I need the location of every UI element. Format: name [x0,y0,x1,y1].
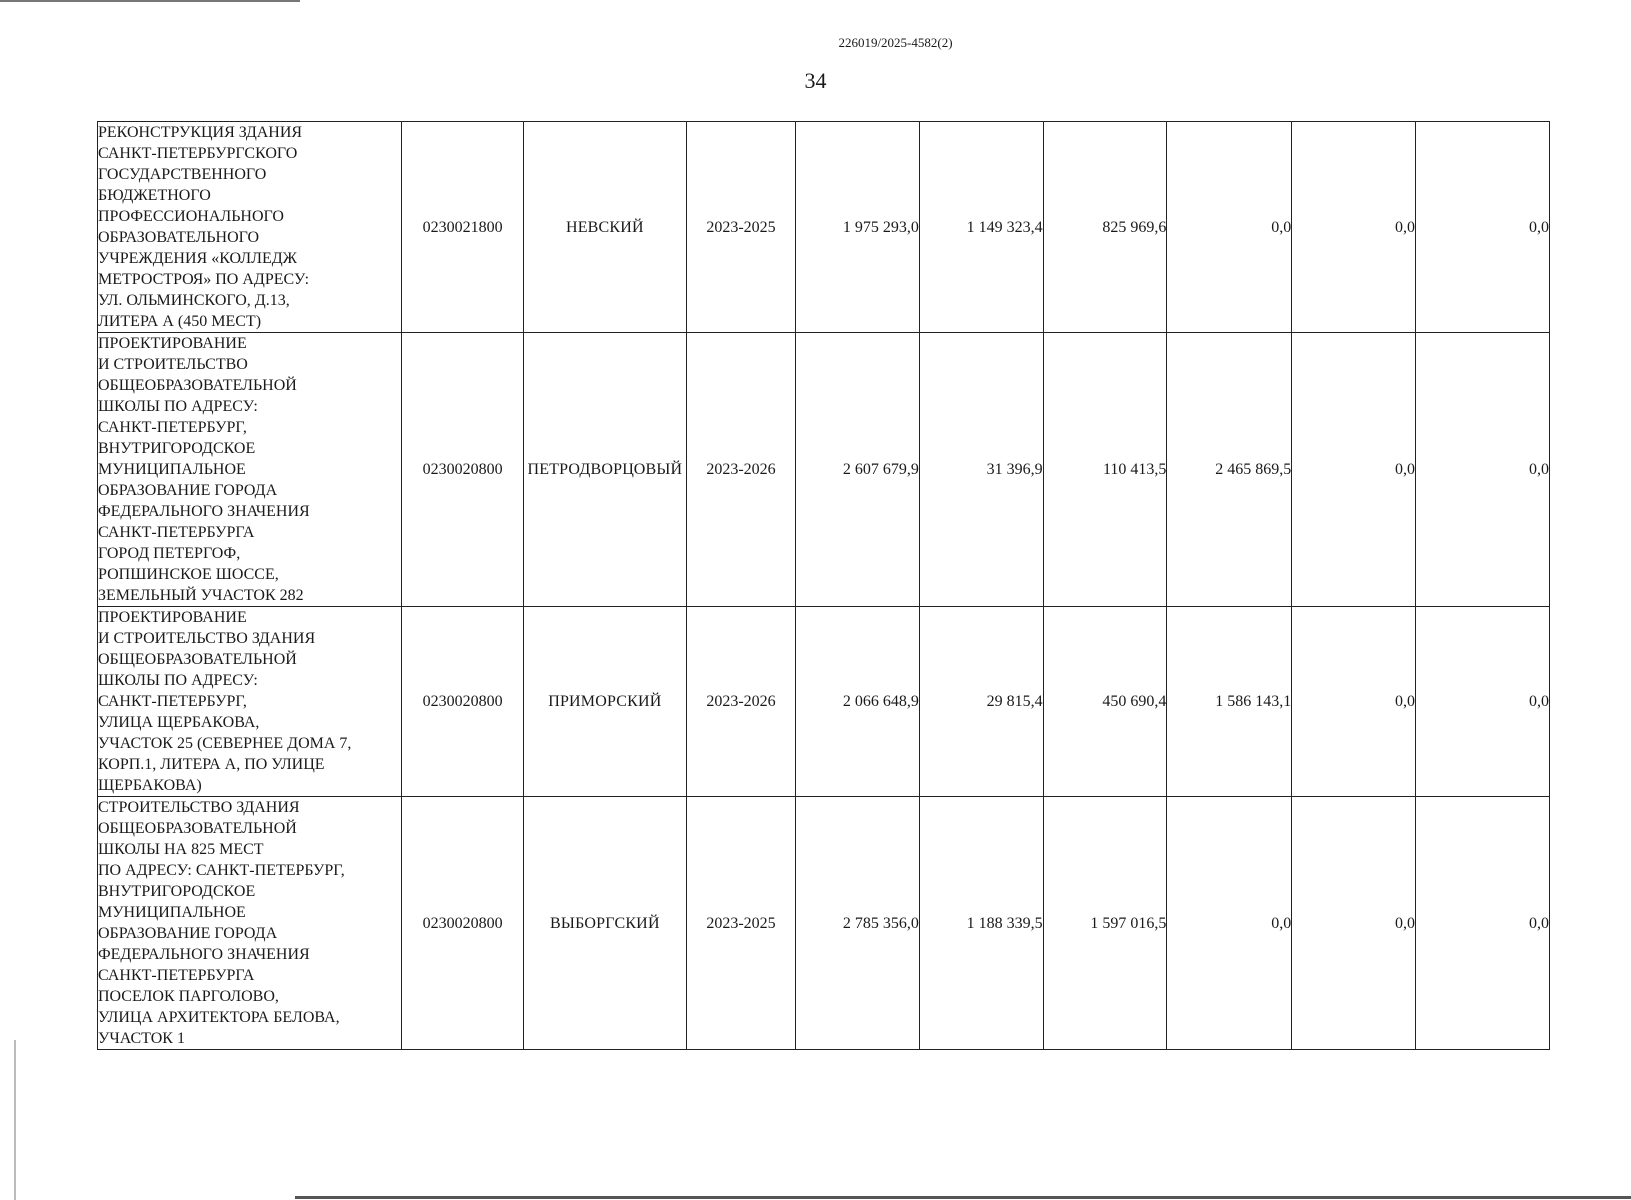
value-cell: 1 586 143,1 [1167,607,1292,797]
table-row [98,607,1550,797]
value-cell: 0,0 [1292,122,1416,333]
value-cell: 29 815,4 [919,607,1043,797]
period-cell: 2023-2026 [686,607,795,797]
table-row [98,797,1550,1050]
document-id: 226019/2025-4582(2) [838,35,953,50]
value-cell: 1 975 293,0 [796,122,920,333]
value-cell: 825 969,6 [1043,122,1167,333]
scan-edge-left [14,1040,16,1200]
value-cell: 1 149 323,4 [919,122,1043,333]
object-name-cell: СТРОИТЕЛЬСТВО ЗДАНИЯ ОБЩЕОБРАЗОВАТЕЛЬНОЙ ШКОЛЫ НА 825 МЕСТ ПО АДРЕСУ: САНКТ-ПЕТЕРБУРГ, ВНУТРИГОРОДСКОЕ МУНИЦИПАЛЬНОЕ ОБРАЗОВАНИЕ ГОРОДА ФЕДЕРАЛЬНОГО ЗНАЧЕНИЯ САНКТ-ПЕТЕРБУРГА ПОСЕЛОК ПАРГОЛОВО, УЛИЦА АРХИТЕКТОРА БЕЛОВА, УЧАСТОК 1 [98,797,402,1050]
value-cell: 0,0 [1292,797,1416,1050]
value-cell: 2 465 869,5 [1167,333,1292,607]
district-cell: ПЕТРОДВОРЦОВЫЙ [523,333,686,607]
value-cell: 0,0 [1292,607,1416,797]
value-cell: 0,0 [1415,333,1549,607]
period-cell: 2023-2025 [686,122,795,333]
object-name-cell: ПРОЕКТИРОВАНИЕ И СТРОИТЕЛЬСТВО ЗДАНИЯ ОБЩЕОБРАЗОВАТЕЛЬНОЙ ШКОЛЫ ПО АДРЕСУ: САНКТ-ПЕТЕРБУРГ, УЛИЦА ЩЕРБАКОВА, УЧАСТОК 25 (СЕВЕРНЕЕ ДОМА 7, КОРП.1, ЛИТЕРА А, ПО УЛИЦЕ ЩЕРБАКОВА) [98,607,402,797]
district-cell: ВЫБОРГСКИЙ [523,797,686,1050]
code-cell: 0230020800 [402,607,524,797]
value-cell: 31 396,9 [919,333,1043,607]
value-cell: 0,0 [1167,797,1292,1050]
value-cell: 0,0 [1292,333,1416,607]
value-cell: 0,0 [1415,797,1549,1050]
value-cell: 1 188 339,5 [919,797,1043,1050]
value-cell: 2 066 648,9 [796,607,920,797]
period-cell: 2023-2025 [686,797,795,1050]
value-cell: 450 690,4 [1043,607,1167,797]
period-cell: 2023-2026 [686,333,795,607]
budget-table [97,121,1550,1050]
object-name-cell: РЕКОНСТРУКЦИЯ ЗДАНИЯ САНКТ-ПЕТЕРБУРГСКОГО ГОСУДАРСТВЕННОГО БЮДЖЕТНОГО ПРОФЕССИОНАЛЬНОГО ОБРАЗОВАТЕЛЬНОГО УЧРЕЖДЕНИЯ «КОЛЛЕДЖ МЕТРОСТРОЯ» ПО АДРЕСУ: УЛ. ОЛЬМИНСКОГО, Д.13, ЛИТЕРА А (450 МЕСТ) [98,122,402,333]
scan-edge-top [0,0,300,2]
scan-edge-bottom [295,1196,1631,1199]
table-row [98,122,1550,333]
value-cell: 0,0 [1415,607,1549,797]
table-row [98,333,1550,607]
district-cell: ПРИМОРСКИЙ [523,607,686,797]
district-cell: НЕВСКИЙ [523,122,686,333]
value-cell: 110 413,5 [1043,333,1167,607]
code-cell: 0230020800 [402,333,524,607]
value-cell: 2 785 356,0 [796,797,920,1050]
code-cell: 0230021800 [402,122,524,333]
value-cell: 1 597 016,5 [1043,797,1167,1050]
value-cell: 0,0 [1415,122,1549,333]
value-cell: 2 607 679,9 [796,333,920,607]
value-cell: 0,0 [1167,122,1292,333]
code-cell: 0230020800 [402,797,524,1050]
page-number: 34 [804,68,827,93]
object-name-cell: ПРОЕКТИРОВАНИЕ И СТРОИТЕЛЬСТВО ОБЩЕОБРАЗОВАТЕЛЬНОЙ ШКОЛЫ ПО АДРЕСУ: САНКТ-ПЕТЕРБУРГ, ВНУТРИГОРОДСКОЕ МУНИЦИПАЛЬНОЕ ОБРАЗОВАНИЕ ГОРОДА ФЕДЕРАЛЬНОГО ЗНАЧЕНИЯ САНКТ-ПЕТЕРБУРГА ГОРОД ПЕТЕРГОФ, РОПШИНСКОЕ ШОССЕ, ЗЕМЕЛЬНЫЙ УЧАСТОК 282 [98,333,402,607]
